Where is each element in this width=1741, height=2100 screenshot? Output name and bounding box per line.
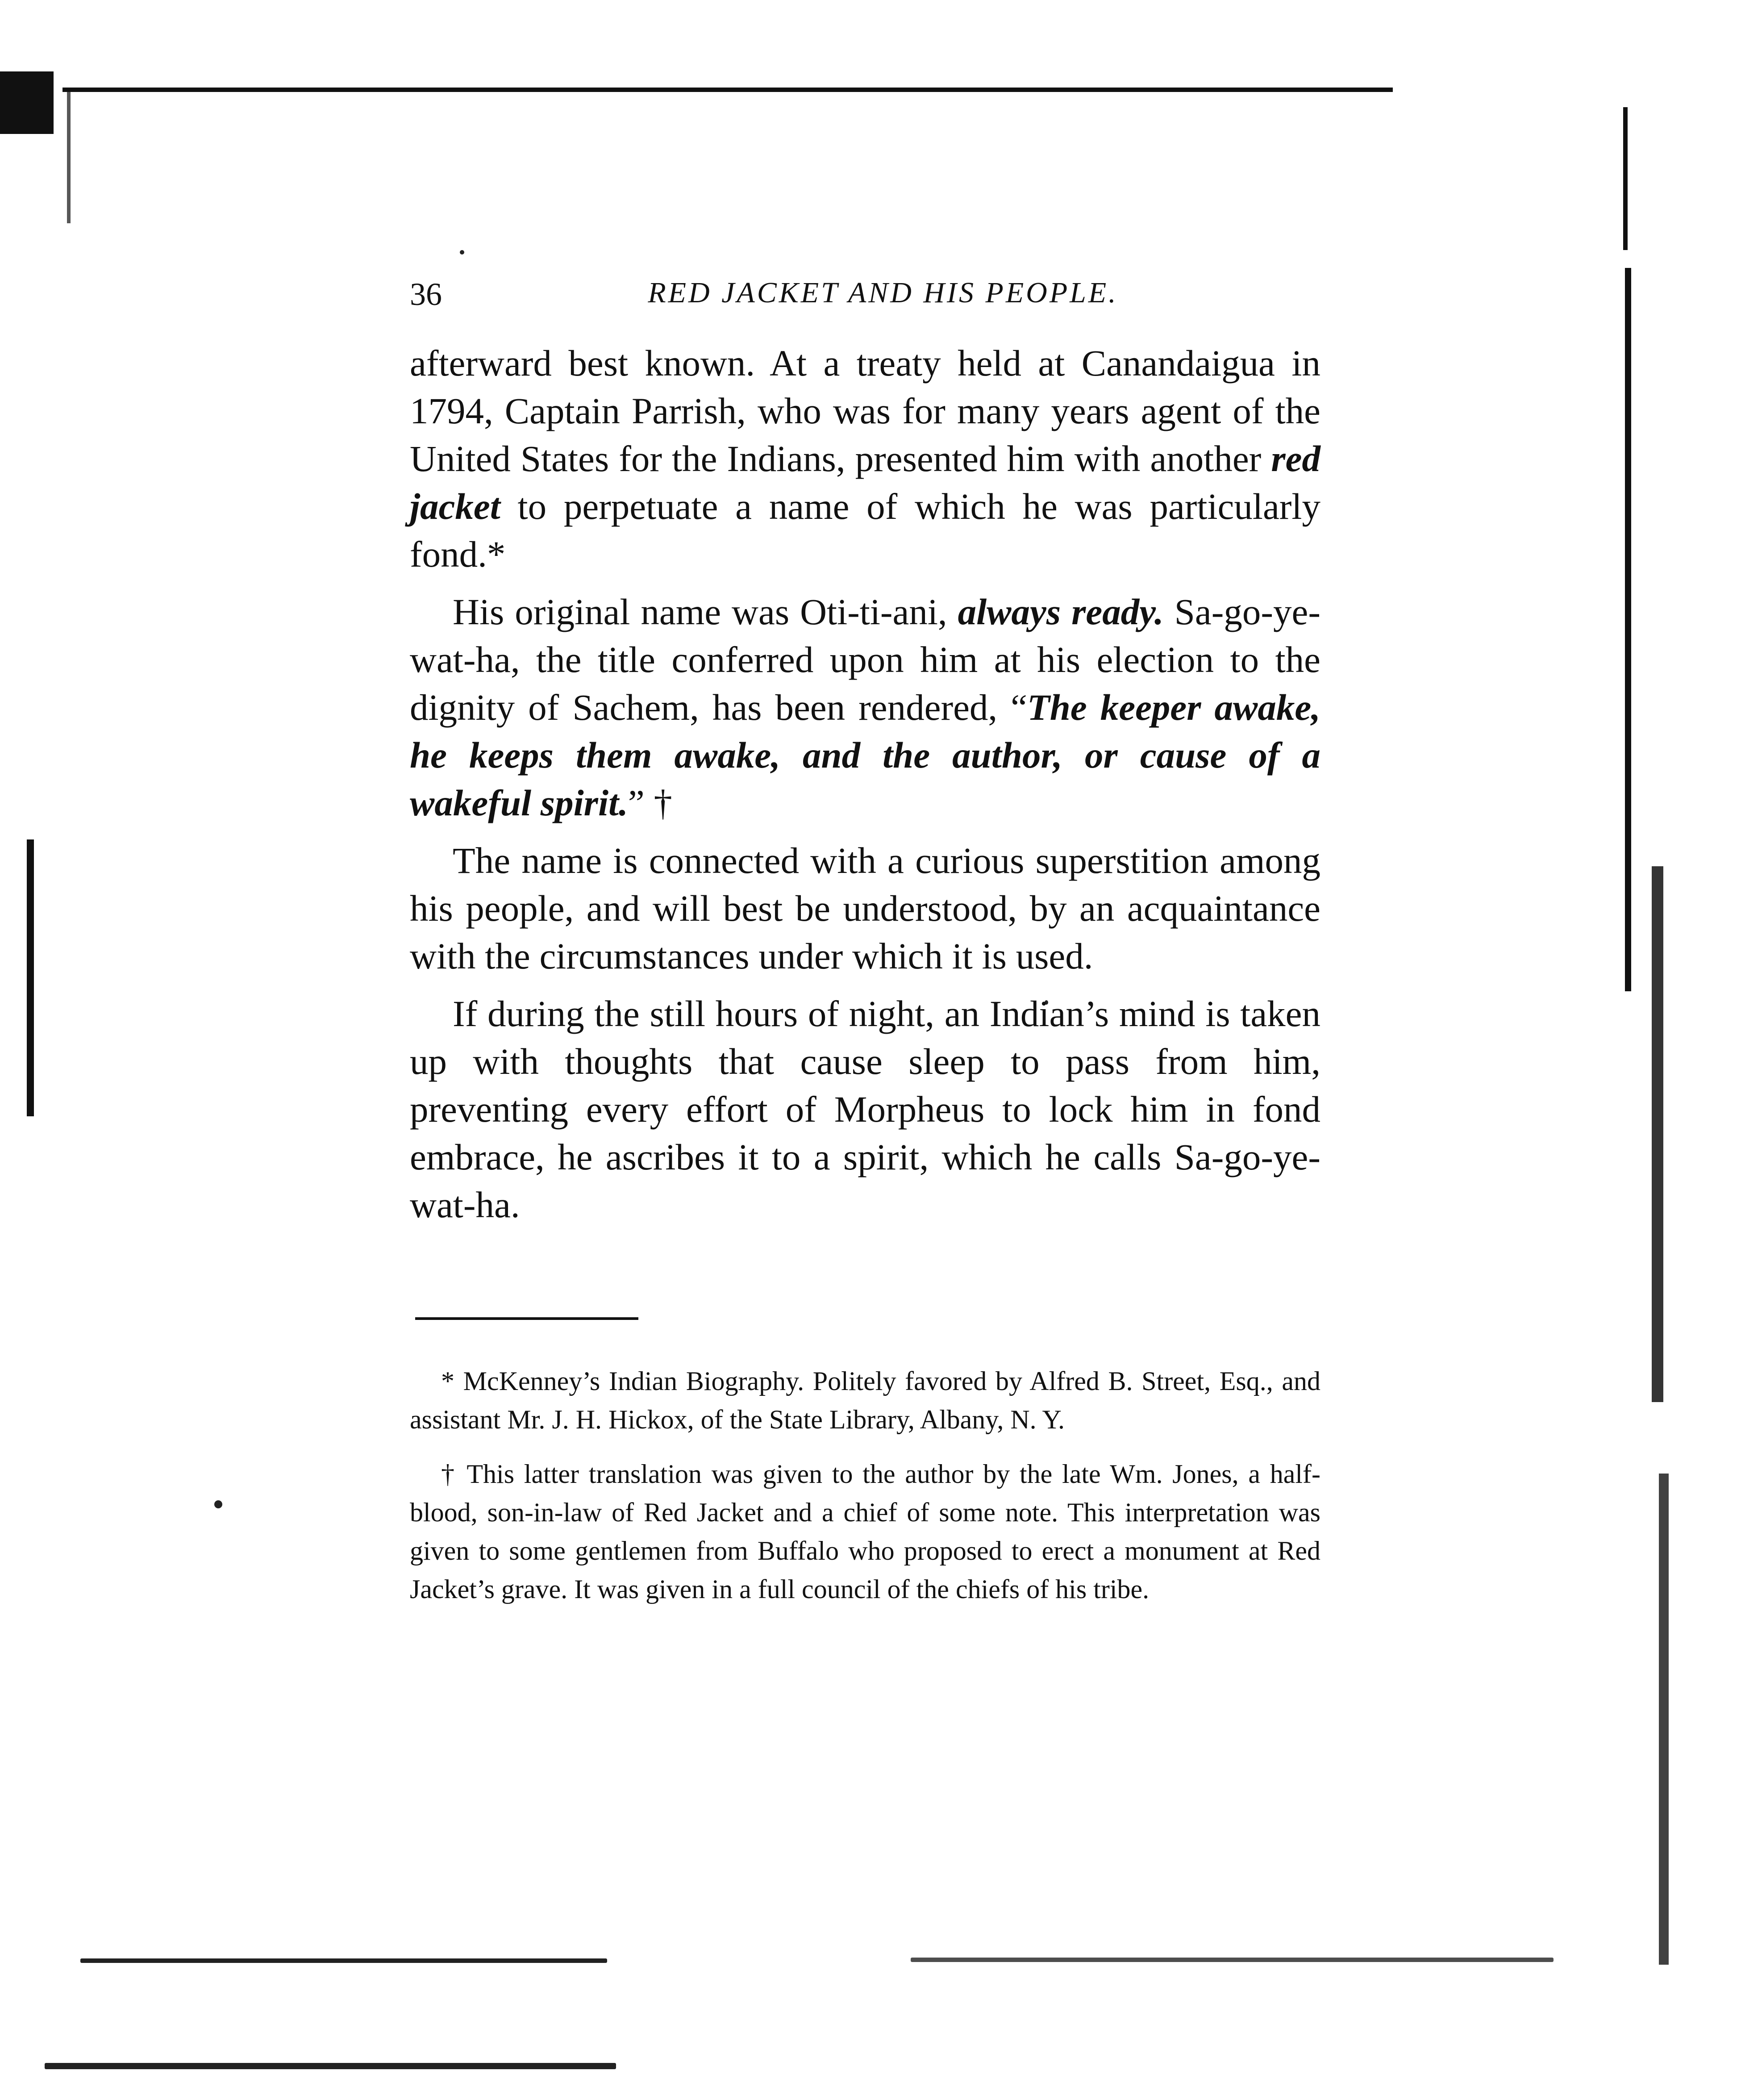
- scan-speck: [214, 1500, 222, 1508]
- paragraph-1: [410, 339, 1320, 578]
- scan-left-edge-line: [27, 839, 34, 1116]
- footnote-1: * McKenney’s Indian Biography. Politely favored by Alfred B. Street, Esq., and assistant Mr. J. H. Hickox, of the State Library, Albany, N. Y.: [410, 1366, 1320, 1434]
- paragraph-2-italic-always-ready: always ready.: [958, 591, 1164, 632]
- body-text: [410, 339, 1320, 1239]
- paragraph-3: The name is connected with a curious superstition among his people, and will best be understood, by an acquaintance with the circumstances under which it is used.: [410, 840, 1320, 977]
- paragraph-1-text-end: to perpetuate a name of which he was particularly fond.*: [410, 486, 1320, 575]
- footnote-2: † This latter translation was given to the author by the late Wm. Jones, a half-blood, son-in-law of Red Jacket and a chief of some note. This interpretation was given to some gentlemen from Buffalo who proposed to erect a monument at Red Jacket’s grave. It was given in a full council of the chiefs of his tribe.: [410, 1459, 1320, 1604]
- scan-bottom-dash: [45, 2063, 616, 2069]
- paragraph-4: If during the still hours of night, an Indian’s mind is taken up with thoughts that cause sleep to pass from him, preventing every effort of Morpheus to lock him in fond embrace, he ascribes it to a spirit, which he calls Sa-go-ye-wat-ha.: [410, 993, 1320, 1225]
- paragraph-1-italic: red jacket: [410, 438, 1320, 527]
- scan-left-edge-line: [67, 89, 71, 223]
- scan-speck: [460, 250, 464, 255]
- footnotes: [410, 1362, 1320, 1624]
- scan-right-edge-line: [1659, 1474, 1669, 1965]
- scan-right-edge-line: [1623, 107, 1628, 250]
- paragraph-2-text-end: ” †: [628, 782, 672, 823]
- paragraph-2-text: His original name was Oti-ti-ani,: [453, 591, 958, 632]
- scan-right-edge-line: [1625, 268, 1631, 991]
- paragraph-1-text: afterward best known. At a treaty held at Canandaigua in 1794, Captain Parrish, who was for many years agent of the United States for the Indians, presented him with another: [410, 342, 1320, 479]
- scan-bottom-dash: [80, 1958, 607, 1963]
- scan-top-border: [62, 88, 1393, 92]
- page-number: 36: [410, 276, 442, 312]
- page-header: [410, 276, 1320, 325]
- scan-left-binding-shadow: [0, 71, 54, 134]
- paragraph-2: [410, 588, 1320, 827]
- paragraph-2-italic-quote: The keeper awake, he keeps them awake, and the author, or cause of a wakeful spirit.: [410, 687, 1321, 823]
- footnote-rule: [415, 1317, 638, 1320]
- scan-right-edge-line: [1652, 866, 1663, 1402]
- running-title: RED JACKET AND HIS PEOPLE.: [648, 276, 1118, 309]
- paragraph-2-text-middle: Sa-go-ye-wat-ha, the title conferred upon him at his election to the dignity of Sachem, has been rendered, “: [410, 591, 1320, 728]
- scan-bottom-dash: [911, 1958, 1554, 1962]
